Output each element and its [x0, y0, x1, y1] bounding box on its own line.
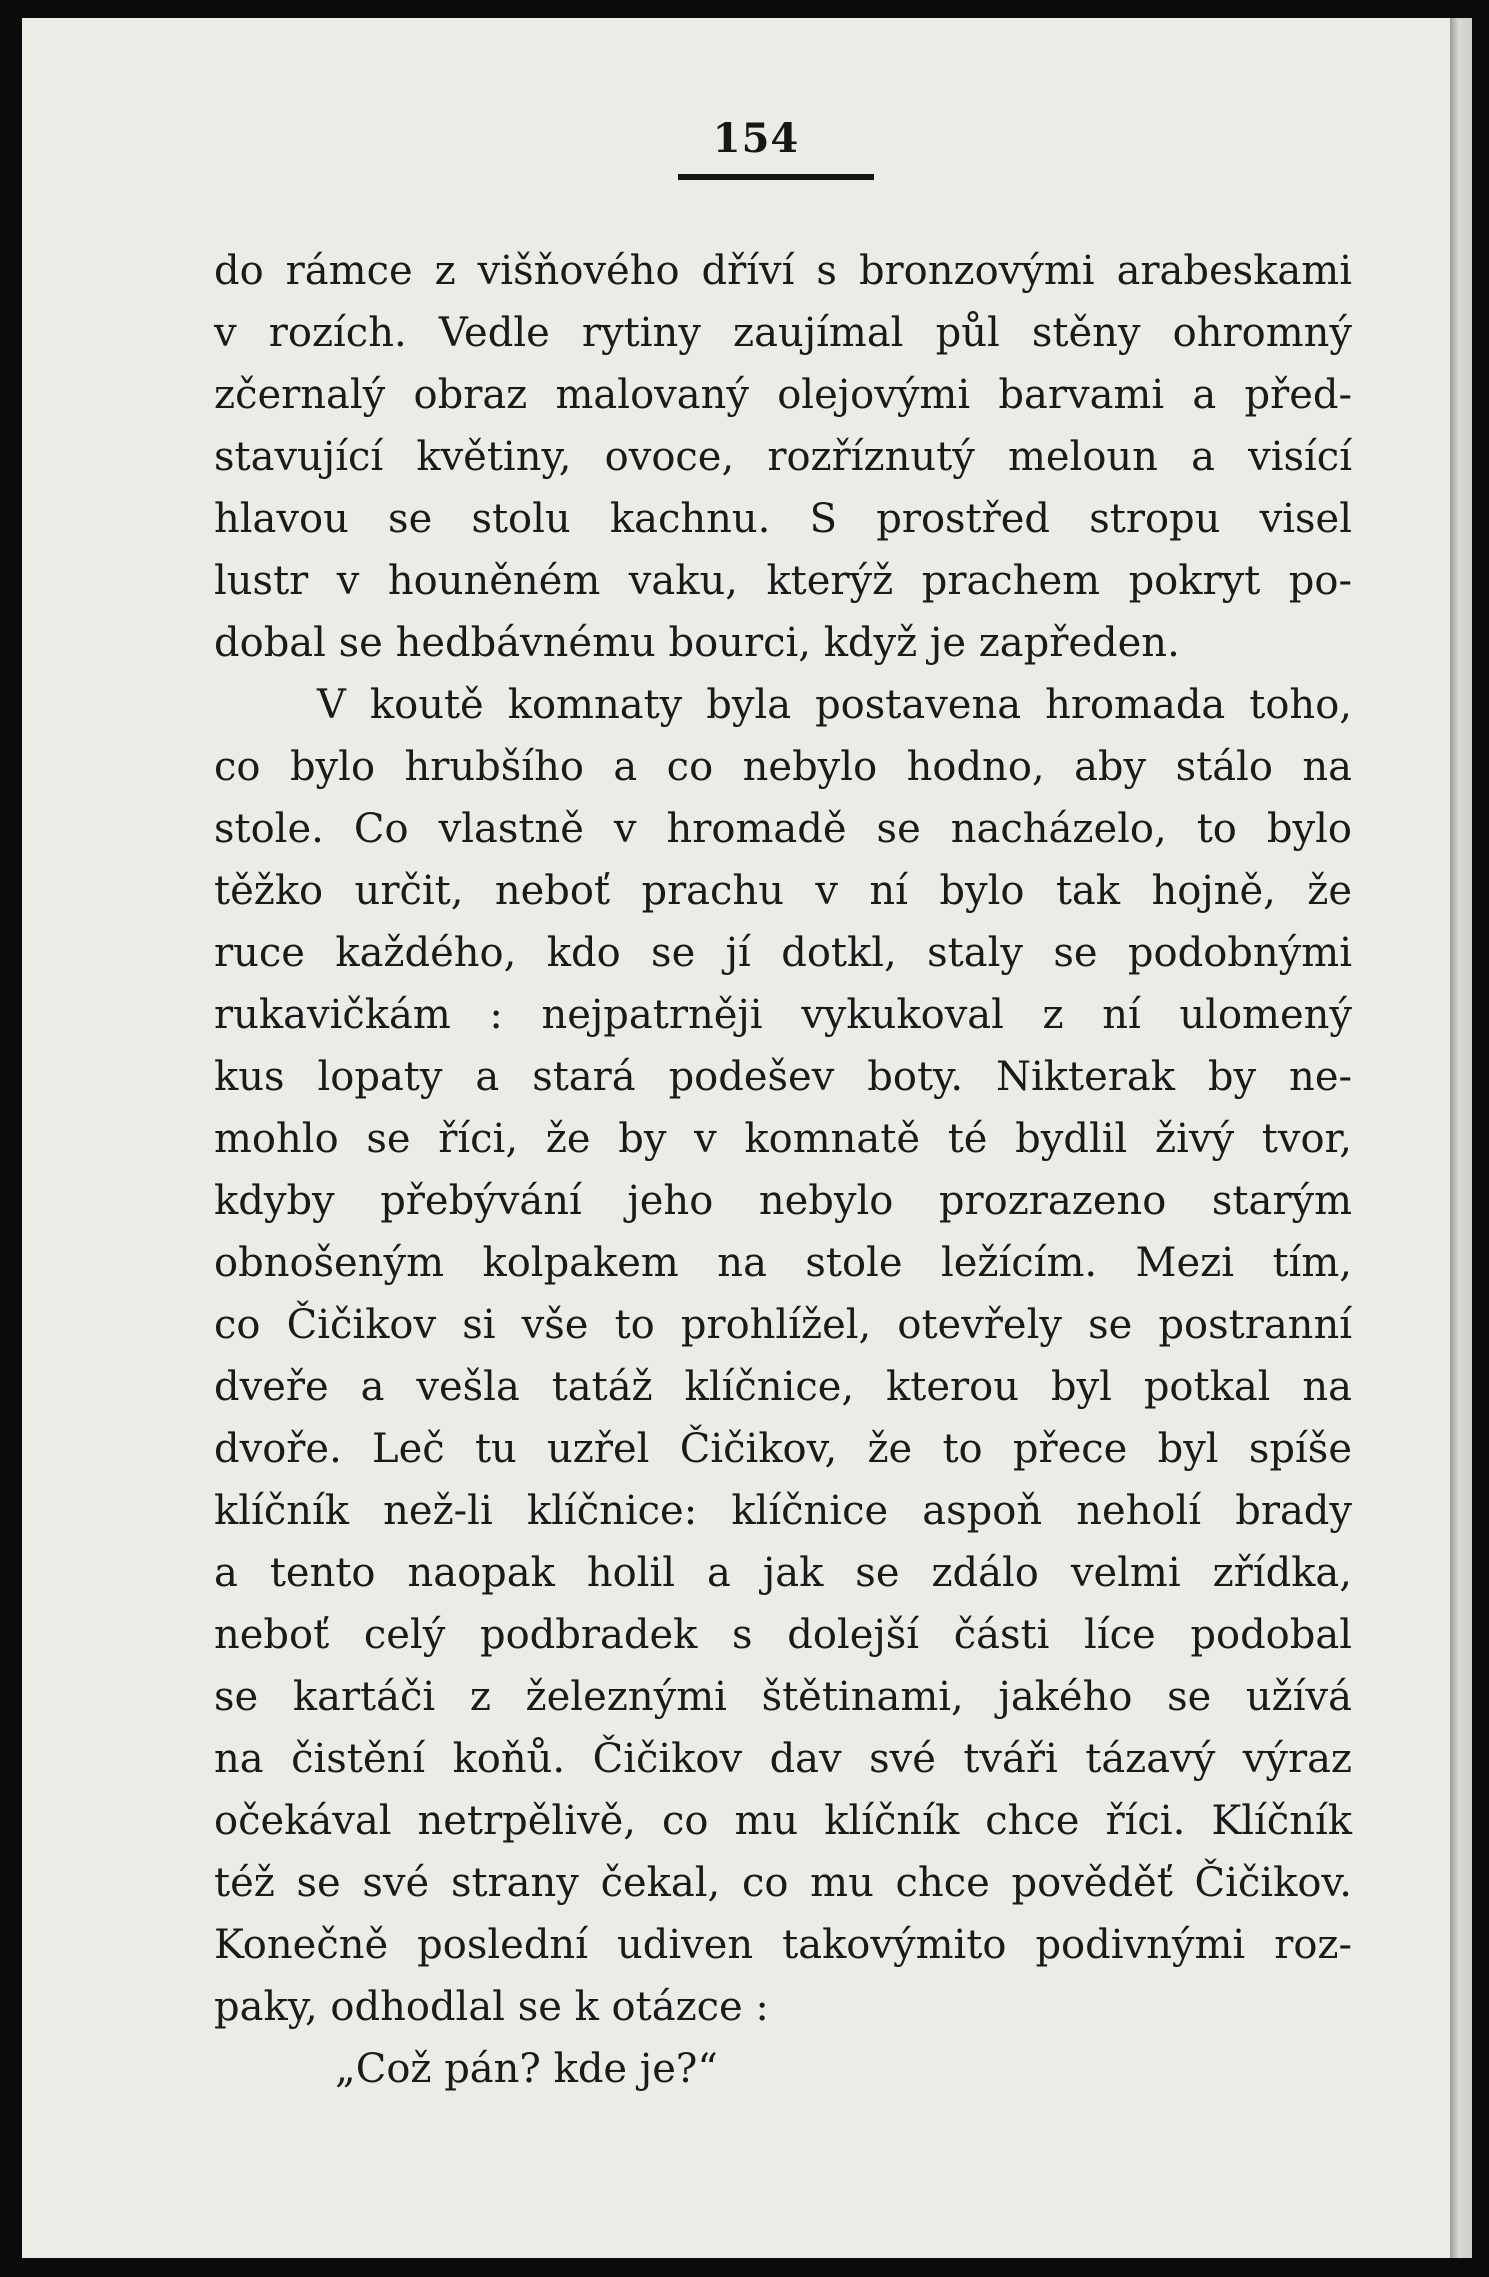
text-line: Konečně poslední udiven takovýmito podivnými roz-	[214, 1922, 1352, 1968]
text-line: se kartáči z železnými štětinami, jakého se užívá	[214, 1674, 1352, 1720]
dialogue-line: „Což pán? kde je?“	[335, 2046, 718, 2092]
text-line: těžko určit, neboť prachu v ní bylo tak hojně, že	[214, 868, 1352, 914]
text-line: lustr v houněném vaku, kterýž prachem pokryt po-	[214, 558, 1352, 604]
text-line: očekával netrpělivě, co mu klíčník chce říci. Klíčník	[214, 1798, 1352, 1844]
text-line: na čistění koňů. Čičikov dav své tváři tázavý výraz	[214, 1736, 1352, 1782]
text-line: dveře a vešla tatáž klíčnice, kterou byl potkal na	[214, 1364, 1352, 1410]
text-line: zčernalý obraz malovaný olejovými barvami a před-	[214, 372, 1352, 418]
page-edge-shadow	[1450, 18, 1472, 2258]
text-line: co bylo hrubšího a co nebylo hodno, aby stálo na	[214, 744, 1352, 790]
text-line: do rámce z višňového dříví s bronzovými arabeskami	[214, 248, 1352, 294]
text-line: kus lopaty a stará podešev boty. Nikterak by ne-	[214, 1054, 1352, 1100]
text-line: též se své strany čekal, co mu chce pověděť Čičikov.	[214, 1860, 1352, 1906]
text-line: rukavičkám : nejpatrněji vykukoval z ní ulomený	[214, 992, 1352, 1038]
text-line: hlavou se stolu kachnu. S prostřed stropu visel	[214, 496, 1352, 542]
text-line: stavující květiny, ovoce, rozříznutý meloun a visící	[214, 434, 1352, 480]
body-text	[214, 240, 1352, 2100]
book-page	[22, 18, 1450, 2258]
text-line: ruce každého, kdo se jí dotkl, staly se podobnými	[214, 930, 1352, 976]
text-line: v rozích. Vedle rytiny zaujímal půl stěny ohromný	[214, 310, 1352, 356]
text-line: dvoře. Leč tu uzřel Čičikov, že to přece byl spíše	[214, 1426, 1352, 1472]
text-line: obnošeným kolpakem na stole ležícím. Mezi tím,	[214, 1240, 1352, 1286]
text-line: neboť celý podbradek s dolejší části líce podobal	[214, 1612, 1352, 1658]
text-line: mohlo se říci, že by v komnatě té bydlil živý tvor,	[214, 1116, 1352, 1162]
text-line: klíčník než-li klíčnice: klíčnice aspoň neholí brady	[214, 1488, 1352, 1534]
text-line: stole. Co vlastně v hromadě se nacházelo, to bylo	[214, 806, 1352, 852]
text-line: co Čičikov si vše to prohlížel, otevřely se postranní	[214, 1302, 1352, 1348]
page-number: 154	[712, 115, 800, 162]
paragraph-first-line: V koutě komnaty byla postavena hromada toho,	[317, 682, 1352, 728]
text-line: dobal se hedbávnému bourci, když je zapředen.	[214, 620, 1180, 666]
text-line: kdyby přebývání jeho nebylo prozrazeno starým	[214, 1178, 1352, 1224]
text-line: a tento naopak holil a jak se zdálo velmi zřídka,	[214, 1550, 1352, 1596]
page-number-rule	[678, 174, 874, 180]
text-line: paky, odhodlal se k otázce :	[214, 1984, 769, 2030]
